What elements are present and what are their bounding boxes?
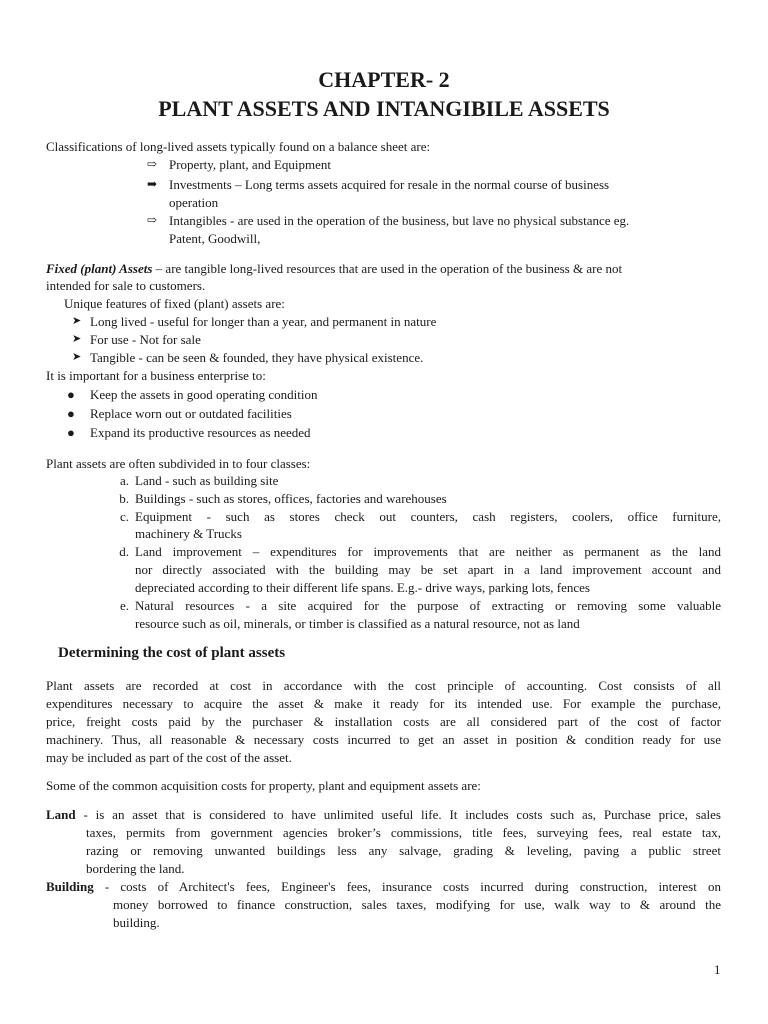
list-letter: b. <box>119 491 129 506</box>
arrow-icon: ➡ <box>147 177 158 191</box>
class-item: Buildings - such as stores, offices, factories and warehouses <box>135 491 447 506</box>
building-entry <box>46 878 721 895</box>
important-item: Replace worn out or outdated facilities <box>90 406 292 421</box>
bullet-icon: ● <box>67 425 75 440</box>
class-item-cont: machinery & Trucks <box>135 526 242 541</box>
classification-item: Intangibles - are used in the operation of the business, but lave no physical substance eg. <box>169 213 630 228</box>
building-text: - costs of Architect's fees, Engineer's fees, insurance costs incurred during construction, interest on <box>93 879 721 894</box>
arrow-icon: ⇨ <box>147 213 158 227</box>
class-item: Land improvement – expenditures for improvements that are neither as permanent as the land <box>135 544 721 559</box>
cost-paragraph-line: expenditures necessary to acquire the asset & make it ready for its intended use. For example the purchase, <box>46 696 721 711</box>
land-text: - is an asset that is considered to have unlimited useful life. It includes costs such as, Purchase price, sales <box>75 807 721 822</box>
cost-paragraph-line: may be included as part of the cost of the asset. <box>46 750 292 765</box>
classification-item-cont: operation <box>169 195 219 210</box>
important-lead: It is important for a business enterprise to: <box>46 368 266 383</box>
cost-paragraph-line: machinery. Thus, all reasonable & necessary costs incurred to get an asset in position & condition ready for use <box>46 732 721 747</box>
class-item: Equipment - such as stores check out counters, cash registers, coolers, office furniture, <box>135 509 721 524</box>
chevron-right-icon: ➤ <box>72 351 82 363</box>
classifications-lead: Classifications of long-lived assets typically found on a balance sheet are: <box>46 139 431 154</box>
feature-item: Long lived - useful for longer than a year, and permanent in nature <box>90 314 437 329</box>
land-text-cont: bordering the land. <box>86 861 185 876</box>
list-letter: a. <box>119 473 129 488</box>
fixed-assets-def-cont: intended for sale to customers. <box>46 278 206 293</box>
list-letter: c. <box>119 509 129 524</box>
important-item: Expand its productive resources as needed <box>90 425 311 440</box>
classification-item: Investments – Long terms assets acquired for resale in the normal course of business <box>169 177 610 192</box>
building-term: Building <box>46 879 94 894</box>
class-item-cont: depreciated according to their different life spans. E.g.- drive ways, parking lots, fences <box>135 580 590 595</box>
class-item: Natural resources - a site acquired for the purpose of extracting or removing some valuable <box>135 598 721 613</box>
common-costs-lead: Some of the common acquisition costs for property, plant and equipment assets are: <box>46 778 481 793</box>
building-text-cont: money borrowed to finance construction, sales taxes, modifying for use, walk way to & around the <box>113 897 721 912</box>
class-item-cont: resource such as oil, minerals, or timber is classified as a natural resource, not as land <box>135 616 580 631</box>
list-letter: e. <box>119 598 129 613</box>
feature-item: Tangible - can be seen & founded, they have physical existence. <box>90 350 424 365</box>
arrow-icon: ⇨ <box>147 157 158 171</box>
chevron-right-icon: ➤ <box>72 333 82 345</box>
cost-paragraph-line: Plant assets are recorded at cost in accordance with the cost principle of accounting. Cost consists of all <box>46 678 721 693</box>
land-text-cont: taxes, permits from government agencies broker’s commissions, title fees, surveying fees, real estate tax, <box>86 825 721 840</box>
bullet-icon: ● <box>67 406 75 421</box>
land-text-cont: razing or removing unwanted buildings less any salvage, grading & leveling, paving a public street <box>86 843 721 858</box>
fixed-assets-definition <box>46 260 726 277</box>
features-lead: Unique features of fixed (plant) assets are: <box>64 296 285 311</box>
classes-lead: Plant assets are often subdivided in to four classes: <box>46 456 311 471</box>
feature-item: For use - Not for sale <box>90 332 201 347</box>
important-item: Keep the assets in good operating condition <box>90 387 318 402</box>
building-text-cont: building. <box>113 915 160 930</box>
land-entry <box>46 806 721 823</box>
cost-paragraph-line: price, freight costs paid by the purchaser & installation costs are all considered part of the cost of factor <box>46 714 721 729</box>
chevron-right-icon: ➤ <box>72 315 82 327</box>
class-item-cont: nor directly associated with the building may be set apart in a land improvement account and <box>135 562 721 577</box>
classification-item-cont: Patent, Goodwill, <box>169 231 261 246</box>
chapter-heading: CHAPTER- 2 <box>318 67 450 92</box>
page-number: 1 <box>714 962 721 977</box>
bullet-icon: ● <box>67 387 75 402</box>
fixed-assets-term: Fixed (plant) Assets <box>46 261 153 276</box>
list-letter: d. <box>119 544 129 559</box>
class-item: Land - such as building site <box>135 473 279 488</box>
chapter-title: PLANT ASSETS AND INTANGIBILE ASSETS <box>158 96 610 121</box>
classification-item: Property, plant, and Equipment <box>169 157 331 172</box>
section-heading: Determining the cost of plant assets <box>58 645 286 661</box>
fixed-assets-def: – are tangible long-lived resources that are used in the operation of the business & are not <box>152 261 623 276</box>
land-term: Land <box>46 807 76 822</box>
